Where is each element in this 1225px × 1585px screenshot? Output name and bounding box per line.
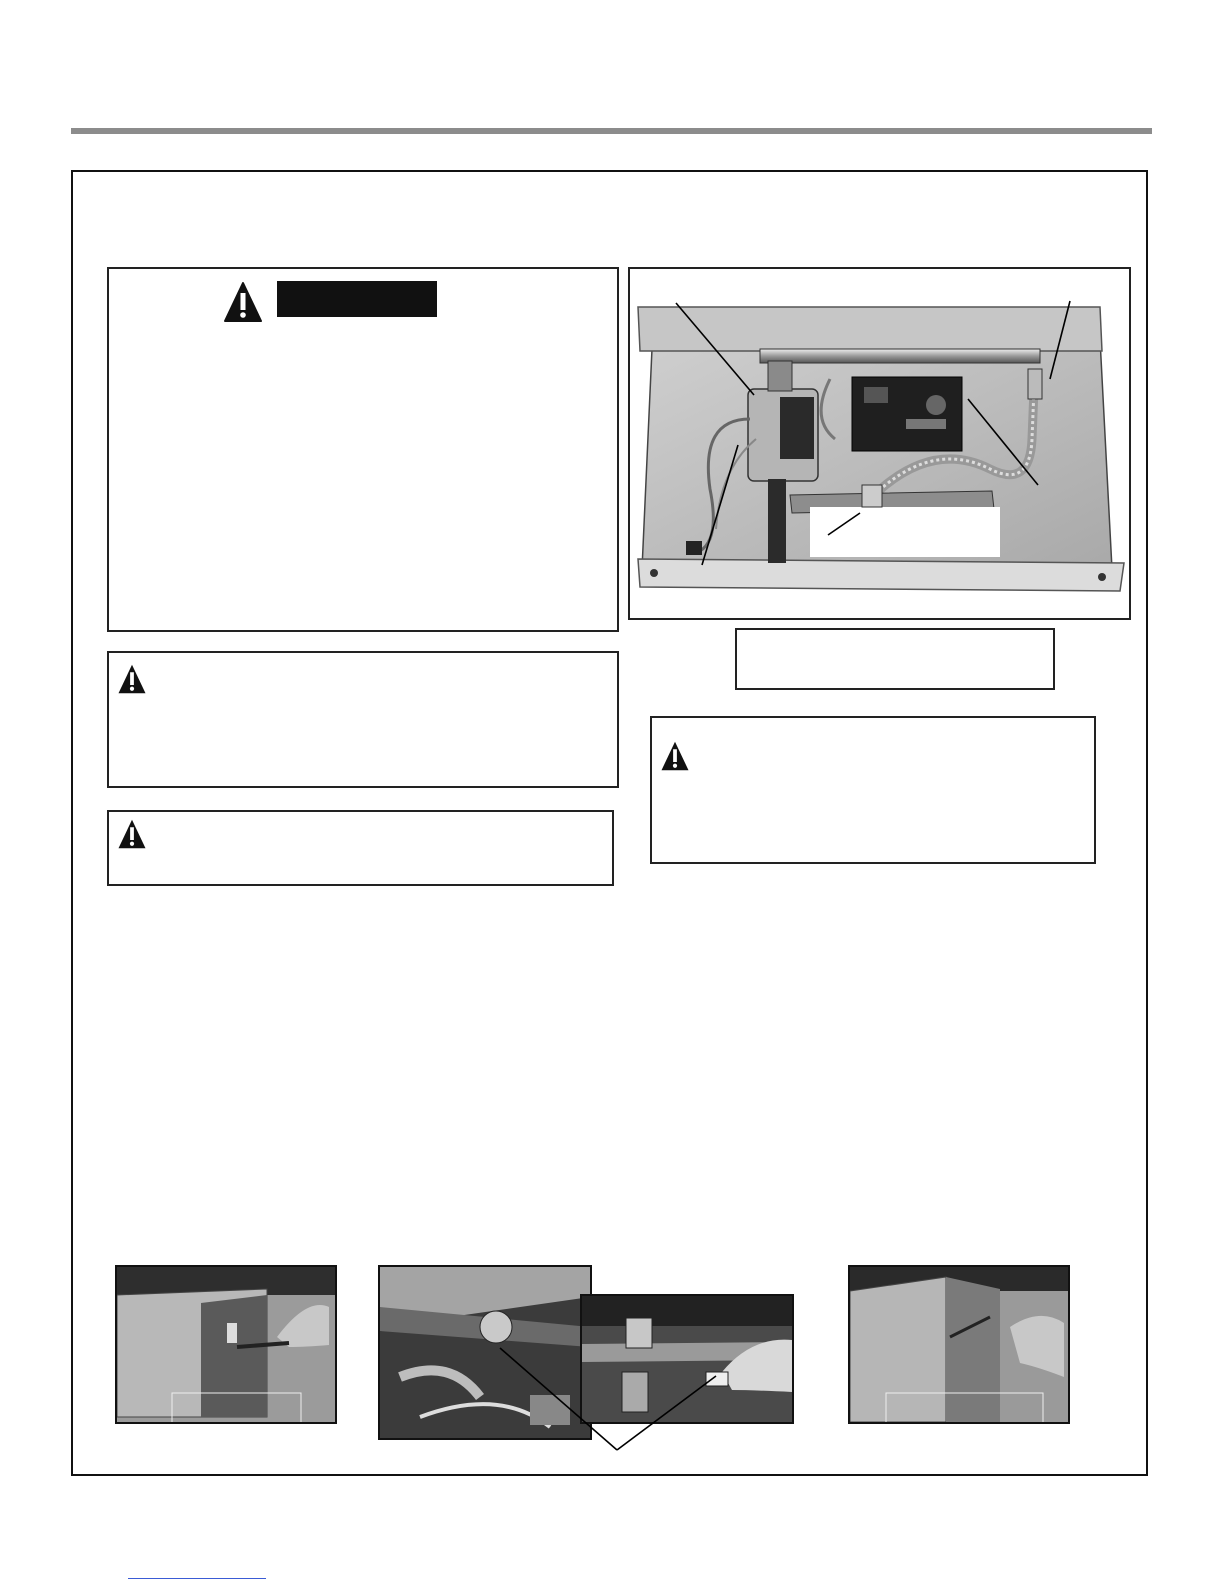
- step-photo-orifice-right: [580, 1294, 794, 1424]
- header-rule: [71, 128, 1152, 134]
- link-underline: [128, 1578, 266, 1579]
- step-photo-remove-screw: [115, 1265, 337, 1424]
- step-photo-orifice-left: [378, 1265, 592, 1440]
- component-photo-box: [628, 267, 1131, 620]
- warning-box-right: [650, 716, 1096, 864]
- warning-triangle-icon: [660, 740, 690, 772]
- gas-valve-assembly-photo: [630, 269, 1129, 618]
- warning-triangle-icon: [117, 663, 147, 695]
- warning-triangle-icon: [117, 818, 147, 850]
- warning-box-tertiary: [107, 810, 614, 886]
- warning-box-main: [107, 267, 619, 632]
- step-photo-remove-assembly: [848, 1265, 1070, 1424]
- signal-word-bar: [277, 281, 437, 317]
- warning-box-secondary: [107, 651, 619, 788]
- figure-caption-box: [735, 628, 1055, 690]
- warning-triangle-icon: [223, 281, 263, 323]
